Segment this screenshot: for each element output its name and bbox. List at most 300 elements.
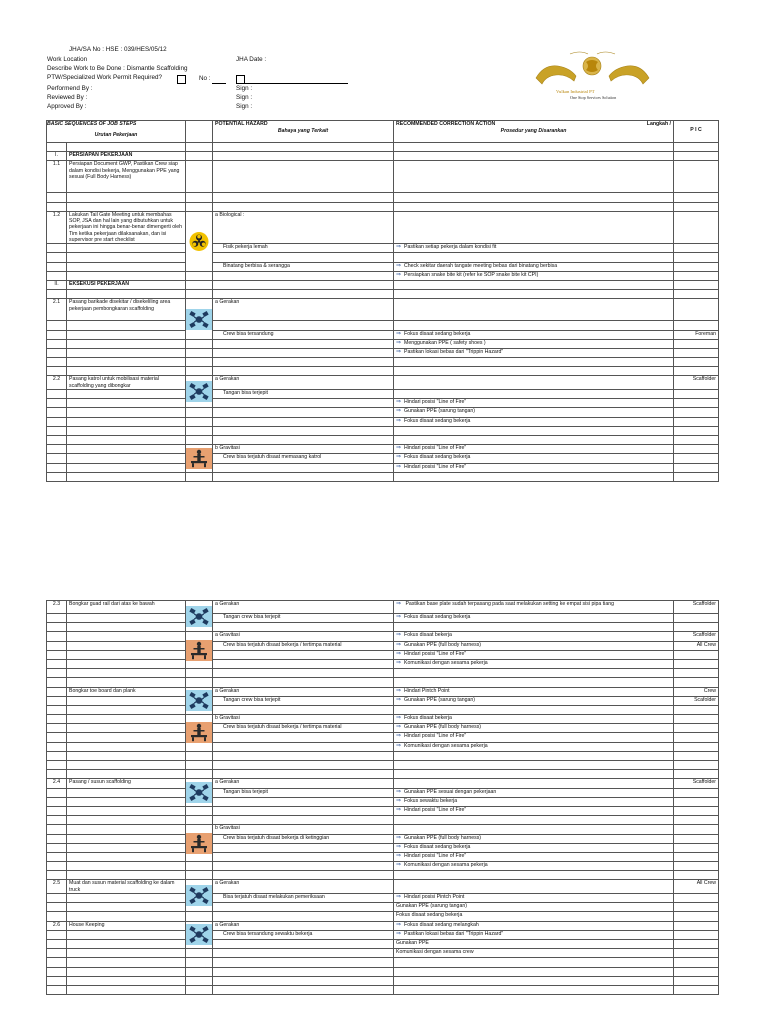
movement-hazard-icon: [186, 687, 213, 715]
job-step: [67, 949, 186, 958]
potential-hazard: [213, 650, 394, 659]
job-step: [67, 650, 186, 659]
person-in-charge: [674, 445, 719, 454]
step-number: [47, 797, 67, 806]
arrow-right-icon: ⇒: [396, 921, 402, 928]
table-row: [47, 958, 719, 967]
job-step: [67, 454, 186, 463]
icon-cell: [186, 976, 213, 985]
person-in-charge: [674, 806, 719, 815]
table-row: [47, 949, 719, 958]
correction-action: ⇒ Hindari posisi "Line of Fire": [394, 463, 674, 472]
step-number: 2.2: [47, 376, 67, 390]
table-row: [47, 161, 719, 193]
potential-hazard: Binatang berbisa & serangga: [213, 262, 394, 271]
job-step: House Keeping: [67, 921, 186, 930]
job-step: [67, 705, 186, 714]
table-row: [47, 825, 719, 834]
person-in-charge: [674, 834, 719, 843]
step-number: [47, 614, 67, 623]
icon-cell: [186, 761, 213, 770]
ptw-label: PTW/Specialized Work Permit Required?: [47, 74, 163, 81]
person-in-charge: [674, 262, 719, 271]
step-number: [47, 202, 67, 211]
table-row: [47, 788, 719, 797]
potential-hazard: [213, 143, 394, 152]
correction-action: ⇒ Gunakan PPE (full body harness): [394, 834, 674, 843]
correction-action: ⇒ Menggunakan PPE ( safety shoes ): [394, 339, 674, 348]
performed-by-label: Performend By :: [47, 85, 93, 92]
step-number: [47, 472, 67, 481]
table-row: [47, 930, 719, 939]
job-step: [67, 751, 186, 760]
step-number: [47, 339, 67, 348]
arrow-right-icon: ⇒: [396, 797, 402, 804]
icon-cell: [186, 751, 213, 760]
job-step: PERSIAPAN PEKERJAAN: [67, 152, 186, 161]
potential-hazard: [213, 939, 394, 948]
correction-action: [394, 253, 674, 262]
correction-action: [394, 770, 674, 779]
potential-hazard: [213, 678, 394, 687]
job-safety-table-page1: [46, 120, 719, 482]
person-in-charge: [674, 417, 719, 426]
arrow-right-icon: ⇒: [396, 687, 402, 694]
arrow-right-icon: ⇒: [396, 641, 402, 648]
arrow-right-icon: ⇒: [396, 463, 402, 470]
table-row: [47, 417, 719, 426]
table-row: [47, 193, 719, 202]
table-row: [47, 463, 719, 472]
person-in-charge: [674, 390, 719, 399]
person-in-charge: [674, 903, 719, 912]
correction-action: ⇒ Fokus disaat bekerja: [394, 715, 674, 724]
correction-action: Fokus disaat sedang bekerja: [394, 912, 674, 921]
person-in-charge: [674, 985, 719, 994]
no-underline: [212, 83, 226, 84]
step-number: [47, 852, 67, 861]
potential-hazard: [213, 623, 394, 632]
table-row: [47, 280, 719, 289]
step-number: 2.6: [47, 921, 67, 930]
job-step: [67, 408, 186, 417]
person-in-charge: [674, 669, 719, 678]
potential-hazard: [213, 852, 394, 861]
step-number: [47, 417, 67, 426]
correction-action: [394, 299, 674, 321]
person-in-charge: [674, 788, 719, 797]
icon-cell: [186, 958, 213, 967]
step-number: I.: [47, 152, 67, 161]
step-number: [47, 659, 67, 668]
correction-action: [394, 669, 674, 678]
ptw-no-checkbox[interactable]: [236, 75, 245, 84]
person-in-charge: [674, 436, 719, 445]
person-in-charge: Crew: [674, 687, 719, 696]
job-step: [67, 358, 186, 367]
potential-hazard: b Gravitasi: [213, 825, 394, 834]
step-number: [47, 650, 67, 659]
step-number: [47, 806, 67, 815]
approved-by-label: Approved By :: [47, 103, 87, 110]
person-in-charge: [674, 797, 719, 806]
job-step: [67, 903, 186, 912]
table-row: [47, 436, 719, 445]
step-number: [47, 193, 67, 202]
icon-cell: [186, 678, 213, 687]
icon-cell: [186, 472, 213, 481]
table-row: [47, 843, 719, 852]
correction-action: ⇒ Hindari posisi "Line of Fire": [394, 806, 674, 815]
step-number: [47, 825, 67, 834]
step-number: [47, 696, 67, 705]
job-step: [67, 852, 186, 861]
step-number: [47, 903, 67, 912]
person-in-charge: Scaffolder: [674, 779, 719, 788]
table-row: [47, 376, 719, 390]
person-in-charge: [674, 143, 719, 152]
step-number: [47, 871, 67, 880]
job-step: [67, 834, 186, 843]
arrow-right-icon: ⇒: [396, 632, 402, 639]
reviewed-by-label: Reviewed By :: [47, 94, 88, 101]
person-in-charge: [674, 976, 719, 985]
header-pic: P I C: [674, 121, 719, 143]
table-row: [47, 623, 719, 632]
job-step: [67, 244, 186, 253]
correction-action: [394, 967, 674, 976]
arrow-right-icon: ⇒: [396, 417, 402, 424]
potential-hazard: [213, 152, 394, 161]
company-name: Vulkan Industrial PT: [556, 89, 595, 94]
potential-hazard: [213, 770, 394, 779]
arrow-right-icon: ⇒: [396, 724, 402, 731]
person-in-charge: [674, 751, 719, 760]
table-row: [47, 367, 719, 376]
icon-cell: [186, 426, 213, 435]
arrow-right-icon: ⇒: [396, 244, 402, 251]
company-tagline: One Stop Services Solution: [570, 95, 617, 100]
correction-action: ⇒ Fokus sewaktu bekerja: [394, 797, 674, 806]
table-row: [47, 339, 719, 348]
icon-cell: [186, 152, 213, 161]
potential-hazard: [213, 659, 394, 668]
job-step: [67, 939, 186, 948]
step-number: [47, 894, 67, 903]
job-step: Pasang barikade disekitar / disekeliling area pekerjaan pembongkaran scaffolding: [67, 299, 186, 321]
correction-action: ⇒ Fokus disaat sedang bekerja: [394, 614, 674, 623]
table-row: [47, 426, 719, 435]
step-number: [47, 862, 67, 871]
table-row: [47, 641, 719, 650]
correction-action: ⇒ Fokus disaat sedang melangkah: [394, 921, 674, 930]
correction-action: [394, 161, 674, 193]
icon-cell: [186, 339, 213, 348]
table-row: [47, 472, 719, 481]
person-in-charge: [674, 358, 719, 367]
arrow-right-icon: ⇒: [396, 930, 402, 937]
potential-hazard: [213, 797, 394, 806]
table-row: [47, 348, 719, 357]
job-step: [67, 696, 186, 705]
job-step: [67, 724, 186, 733]
person-in-charge: [674, 742, 719, 751]
step-number: [47, 843, 67, 852]
person-in-charge: [674, 472, 719, 481]
potential-hazard: [213, 967, 394, 976]
correction-action: [394, 751, 674, 760]
correction-action: Komunikasi dengan sesama crew: [394, 949, 674, 958]
potential-hazard: a Gerakan: [213, 779, 394, 788]
step-number: [47, 244, 67, 253]
potential-hazard: [213, 976, 394, 985]
person-in-charge: [674, 280, 719, 289]
header-potential-hazard: POTENTIAL HAZARD Bahaya yang Terkait: [213, 121, 394, 143]
correction-action: ⇒ Pastikan lokasi bebas dari "Trippin Hazard": [394, 930, 674, 939]
correction-action: [394, 871, 674, 880]
correction-action: ⇒ Gunakan PPE (full body harness): [394, 724, 674, 733]
step-number: [47, 958, 67, 967]
arrow-right-icon: ⇒: [396, 659, 402, 666]
job-step: Persiapan Document GWP, Pastikan Crew siap dalam kondisi bekerja, Menggunakan PPE yang sesuai (Full Body Harness): [67, 161, 186, 193]
job-step: [67, 330, 186, 339]
potential-hazard: a Gerakan: [213, 376, 394, 390]
potential-hazard: Bisa terjatuh disaat melakukan pemeriksaan: [213, 894, 394, 903]
table-row: [47, 202, 719, 211]
icon-cell: [186, 669, 213, 678]
person-in-charge: [674, 348, 719, 357]
correction-action: ⇒ Fokus disaat sedang bekerja: [394, 417, 674, 426]
table-row: [47, 211, 719, 243]
person-in-charge: [674, 967, 719, 976]
job-safety-table-page2: [46, 600, 719, 995]
table-row: [47, 976, 719, 985]
correction-action: ⇒ Check sekitar daerah tangate meeting bebas dari binatang berbisa: [394, 262, 674, 271]
ptw-yes-checkbox[interactable]: [177, 75, 186, 84]
icon-cell: [186, 202, 213, 211]
person-in-charge: [674, 843, 719, 852]
arrow-right-icon: ⇒: [396, 601, 402, 607]
potential-hazard: [213, 161, 394, 193]
potential-hazard: Tangan crew bisa terjepit: [213, 614, 394, 623]
potential-hazard: Crew bisa terjatuh disaat memasang katrol: [213, 454, 394, 463]
header-correction-action: RECOMMENDED CORRECTION ACTION Langkah / Prosedur yang Disarankan: [394, 121, 674, 143]
correction-action: ⇒ Fokus disaat sedang bekerja: [394, 330, 674, 339]
table-row: [47, 967, 719, 976]
table-row: [47, 454, 719, 463]
step-number: [47, 733, 67, 742]
job-step: [67, 641, 186, 650]
table-row: [47, 143, 719, 152]
job-step: [67, 958, 186, 967]
person-in-charge: [674, 426, 719, 435]
table-row: [47, 939, 719, 948]
table-row: [47, 894, 719, 903]
step-number: [47, 632, 67, 641]
table-row: [47, 806, 719, 815]
step-number: [47, 678, 67, 687]
correction-action: ⇒ Hindari posisi "Line of Fire": [394, 399, 674, 408]
person-in-charge: Scafolder: [674, 696, 719, 705]
arrow-right-icon: ⇒: [396, 348, 402, 355]
icon-cell: [186, 770, 213, 779]
person-in-charge: [674, 949, 719, 958]
arrow-right-icon: ⇒: [396, 454, 402, 461]
person-in-charge: [674, 614, 719, 623]
table-row: [47, 601, 719, 614]
person-in-charge: Scaffolder: [674, 601, 719, 614]
job-step: [67, 271, 186, 280]
job-step: [67, 321, 186, 330]
table-row: [47, 770, 719, 779]
person-in-charge: [674, 321, 719, 330]
step-number: [47, 770, 67, 779]
table-row: [47, 358, 719, 367]
arrow-right-icon: ⇒: [396, 733, 402, 740]
icon-cell: [186, 408, 213, 417]
job-step: Pasang katrol untuk mobilisasi material scaffolding yang dibongkar: [67, 376, 186, 390]
jha-date-label: JHA Date :: [236, 56, 267, 63]
table-row: [47, 244, 719, 253]
person-in-charge: [674, 290, 719, 299]
icon-cell: [186, 871, 213, 880]
step-number: [47, 912, 67, 921]
sign-approved-label: Sign :: [236, 103, 253, 110]
movement-hazard-icon: [186, 376, 213, 408]
correction-action: ⇒ Persiapkan snake bite kit (refer ke SOP snake bite kit CPI): [394, 271, 674, 280]
job-step: [67, 623, 186, 632]
job-step: [67, 253, 186, 262]
job-step: [67, 390, 186, 399]
correction-action: ⇒ Pastikan setiap pekerja dalam kondisi fit: [394, 244, 674, 253]
step-number: [47, 436, 67, 445]
person-in-charge: [674, 271, 719, 280]
correction-action: [394, 367, 674, 376]
correction-action: Gunakan PPE (sarung tangan): [394, 903, 674, 912]
person-in-charge: [674, 623, 719, 632]
step-number: [47, 761, 67, 770]
potential-hazard: Crew bisa terjatuh disaat bekerja / tertimpa material: [213, 641, 394, 650]
step-number: [47, 290, 67, 299]
potential-hazard: [213, 321, 394, 330]
icon-cell: [186, 280, 213, 289]
step-number: [47, 687, 67, 696]
step-number: [47, 715, 67, 724]
movement-hazard-icon: [186, 779, 213, 807]
arrow-right-icon: ⇒: [396, 408, 402, 415]
step-number: [47, 367, 67, 376]
table-row: [47, 390, 719, 399]
correction-action: [394, 880, 674, 894]
correction-action: ⇒ Hindari posisi "Line of Fire": [394, 852, 674, 861]
icon-cell: [186, 816, 213, 825]
person-in-charge: [674, 339, 719, 348]
step-number: [47, 358, 67, 367]
potential-hazard: [213, 426, 394, 435]
person-in-charge: [674, 253, 719, 262]
icon-cell: [186, 806, 213, 815]
arrow-right-icon: ⇒: [396, 262, 402, 269]
potential-hazard: [213, 751, 394, 760]
table-row: [47, 779, 719, 788]
correction-action: [394, 376, 674, 390]
person-in-charge: [674, 939, 719, 948]
movement-hazard-icon: [186, 880, 213, 912]
correction-action: ⇒ Gunakan PPE (sarung tangan): [394, 408, 674, 417]
table-row: [47, 816, 719, 825]
step-number: [47, 445, 67, 454]
person-in-charge: [674, 463, 719, 472]
job-step: [67, 193, 186, 202]
table-row: [47, 659, 719, 668]
table-row: [47, 271, 719, 280]
person-in-charge: [674, 912, 719, 921]
step-number: 1.1: [47, 161, 67, 193]
gravity-hazard-icon: [186, 632, 213, 669]
icon-cell: [186, 862, 213, 871]
correction-action: [394, 321, 674, 330]
correction-action: Gunakan PPE: [394, 939, 674, 948]
potential-hazard: [213, 271, 394, 280]
correction-action: [394, 390, 674, 399]
job-step: [67, 445, 186, 454]
table-row: [47, 614, 719, 623]
potential-hazard: [213, 816, 394, 825]
step-number: [47, 399, 67, 408]
job-step: [67, 426, 186, 435]
person-in-charge: [674, 761, 719, 770]
correction-action: ⇒ Hindari posisi "Line of Fire": [394, 650, 674, 659]
potential-hazard: Fisik pekerja lemah: [213, 244, 394, 253]
potential-hazard: [213, 705, 394, 714]
correction-action: [394, 202, 674, 211]
potential-hazard: [213, 862, 394, 871]
step-number: [47, 454, 67, 463]
potential-hazard: Crew bisa tersandung: [213, 330, 394, 339]
step-number: 1.2: [47, 211, 67, 243]
correction-action: [394, 472, 674, 481]
potential-hazard: [213, 253, 394, 262]
person-in-charge: Scaffolder: [674, 632, 719, 641]
movement-hazard-icon: [186, 299, 213, 339]
correction-action: [394, 825, 674, 834]
step-number: [47, 390, 67, 399]
table-row: [47, 152, 719, 161]
arrow-right-icon: ⇒: [396, 788, 402, 795]
potential-hazard: a Gerakan: [213, 299, 394, 321]
job-step: [67, 678, 186, 687]
person-in-charge: [674, 659, 719, 668]
step-number: [47, 253, 67, 262]
correction-action: [394, 193, 674, 202]
gravity-hazard-icon: [186, 445, 213, 473]
job-step: Pasang / susun scaffolding: [67, 779, 186, 788]
job-step: [67, 715, 186, 724]
step-number: [47, 426, 67, 435]
correction-action: [394, 358, 674, 367]
job-step: [67, 632, 186, 641]
table-row: [47, 834, 719, 843]
icon-cell: [186, 949, 213, 958]
correction-action: ⇒ Hindari posisi "Line of Fire": [394, 445, 674, 454]
person-in-charge: [674, 852, 719, 861]
job-step: [67, 143, 186, 152]
job-step: [67, 797, 186, 806]
table-row: [47, 985, 719, 994]
potential-hazard: [213, 871, 394, 880]
step-number: 2.3: [47, 601, 67, 614]
correction-action: ⇒ Fokus disaat sedang bekerja: [394, 454, 674, 463]
